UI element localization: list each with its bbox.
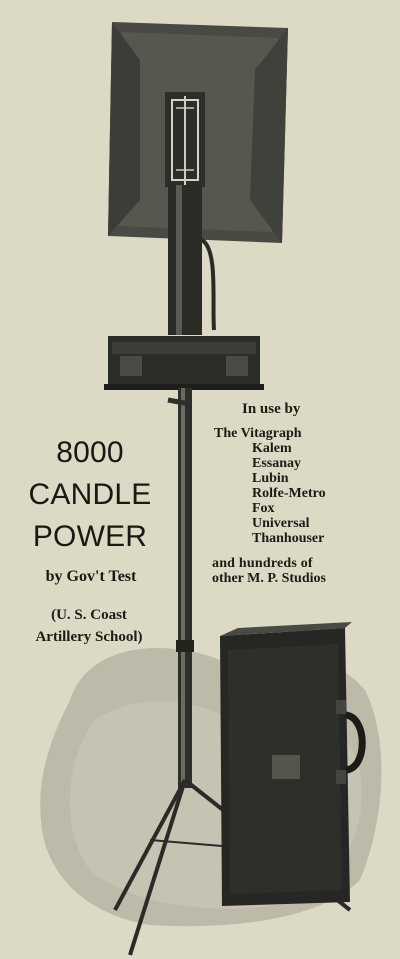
- studio-item: Universal: [252, 516, 310, 531]
- test-line: by Gov't Test: [45, 568, 137, 585]
- source-note: [0, 604, 178, 648]
- studio-item: Thanhouser: [252, 531, 325, 546]
- pole-collar: [176, 640, 194, 652]
- candle-power-heading: [0, 432, 180, 558]
- studio-item: Rolfe-Metro: [252, 486, 326, 501]
- studio-item: Lubin: [252, 471, 289, 486]
- lamp-column: [168, 185, 202, 335]
- source-line-2: Artillery School): [35, 629, 143, 645]
- studio-vitagraph: The Vitagraph: [214, 426, 302, 441]
- headline-power: POWER: [32, 520, 148, 553]
- power-number: 8000: [56, 436, 124, 469]
- reflector-side-left: [108, 22, 140, 236]
- headline-candle: CANDLE: [28, 478, 152, 511]
- studio-item: Essanay: [252, 456, 302, 471]
- studio-users-list: [212, 402, 372, 586]
- closing-line-1: and hundreds of: [212, 556, 313, 571]
- users-intro: In use by: [242, 401, 301, 417]
- source-line-1: (U. S. Coast: [51, 607, 127, 623]
- studio-list: [252, 441, 372, 546]
- studio-item: Fox: [252, 501, 275, 516]
- power-cable: [202, 240, 214, 330]
- case-label: [272, 755, 300, 779]
- closing-line-2: other M. P. Studios: [212, 571, 326, 586]
- studio-item: Kalem: [252, 441, 292, 456]
